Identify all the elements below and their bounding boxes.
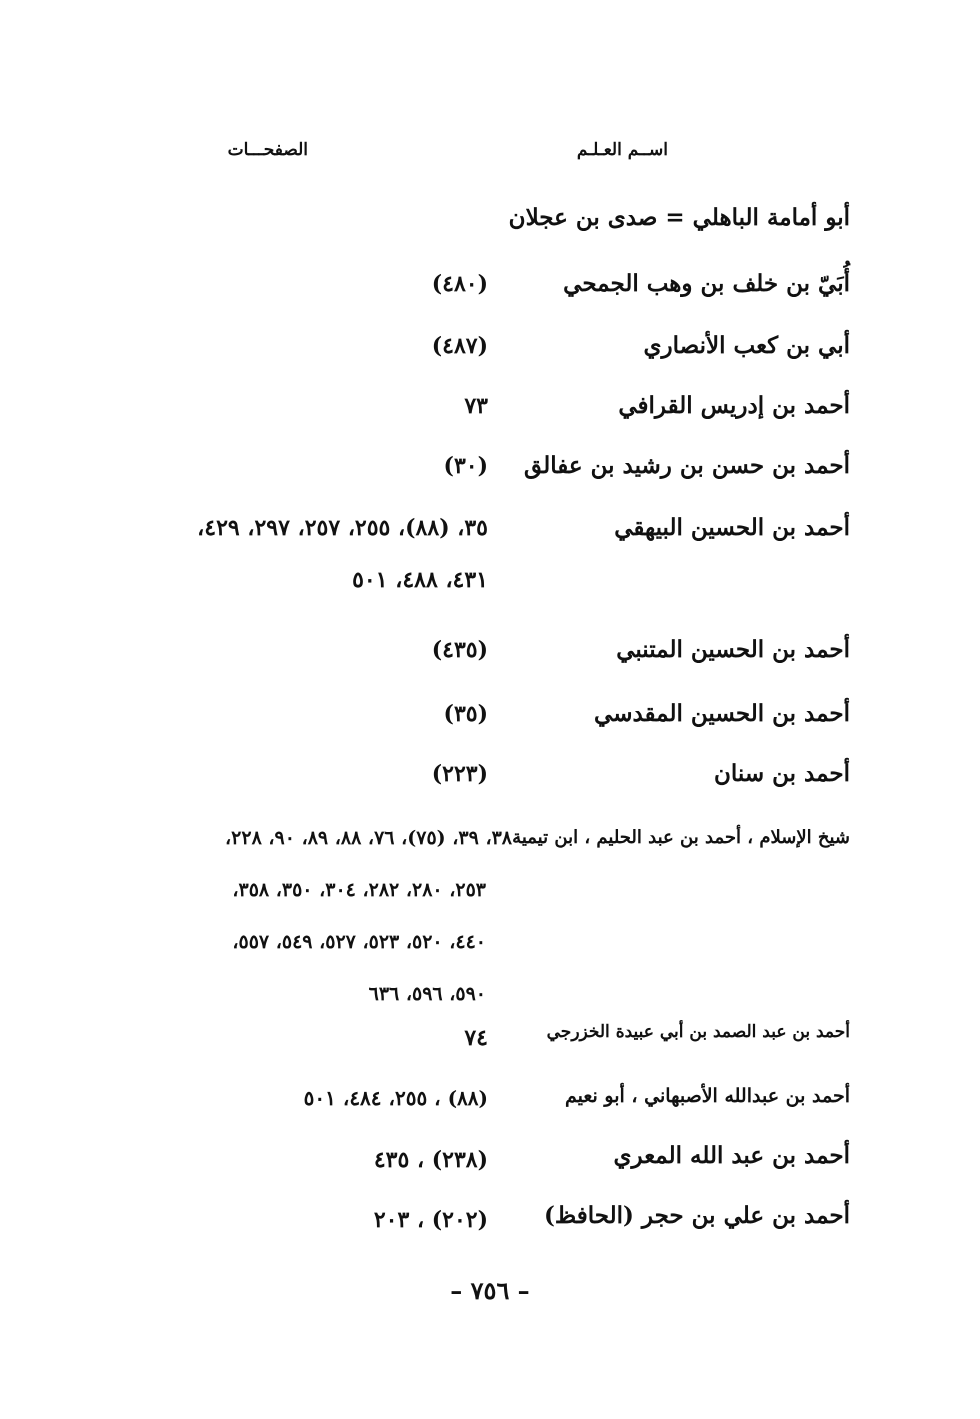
- entry-name: أحمد بن الحسين المقدسي: [594, 700, 850, 727]
- entry-pages: [432, 630, 488, 682]
- entry-pages: [444, 446, 488, 498]
- entry-pages: [432, 326, 488, 378]
- entry-pages-line: (٢٠٢) ، ٢٠٣: [373, 1207, 488, 1233]
- entry-pages-line: ٣٥، (٨٨)، ٢٥٥، ٢٥٧، ٢٩٧، ٤٢٩،: [197, 515, 488, 541]
- entry-pages: [464, 1018, 488, 1070]
- entry-pages-line: ٥٩٠، ٥٩٦، ٦٣٦: [368, 983, 486, 1005]
- entry-pages: [432, 754, 488, 806]
- entry-name: أحمد بن إدريس القرافي: [618, 392, 850, 419]
- entry-pages-line: ٣٨، ٣٩، (٧٥)، ٧٦، ٨٨، ٨٩، ٩٠، ٢٢٨،: [225, 827, 512, 849]
- page-number: – ٧٥٦ –: [450, 1276, 530, 1305]
- entry-name: أبي بن كعب الأنصاري: [643, 332, 850, 359]
- entry-name: أحمد بن عبد الله المعري: [613, 1142, 850, 1169]
- entry-name: أحمد بن عبدالله الأصبهاني ، أبو نعيم: [564, 1085, 850, 1107]
- entry-pages: [304, 1078, 488, 1130]
- entry-pages: [225, 818, 512, 1026]
- entry-pages-line: (٣٥): [443, 701, 488, 727]
- entry-pages-line: (٤٨٠): [431, 271, 488, 297]
- entry-pages-line: (٢٢٣): [431, 761, 488, 787]
- entry-name: أبو أمامة الباهلي = صدى بن عجلان: [508, 204, 850, 231]
- entry-name: أحمد بن الحسين المتنبي: [616, 636, 850, 663]
- entry-pages: [374, 1140, 488, 1192]
- entry-pages: [374, 1200, 488, 1252]
- entry-pages-line: ٧٤: [464, 1025, 488, 1051]
- entry-pages-line: (٣٠): [443, 453, 488, 479]
- entry-pages-line: ٤٤٠، ٥٢٠، ٥٢٣، ٥٢٧، ٥٤٩، ٥٥٧،: [232, 931, 486, 953]
- entry-name: أحمد بن عبد الصمد بن أبي عبيدة الخزرجي: [546, 1022, 850, 1042]
- entry-pages-line: (٨٨) ، ٢٥٥، ٤٨٤، ٥٠١: [303, 1086, 488, 1110]
- entry-pages: [444, 694, 488, 746]
- entry-pages: [432, 264, 488, 316]
- entry-pages: [464, 386, 488, 438]
- entry-name: أُبَيّ بن خلف بن وهب الجمحي: [563, 270, 850, 297]
- entry-name: شيخ الإسلام ، أحمد بن عبد الحليم ، ابن تيمية: [512, 827, 850, 848]
- entry-pages-line: (٤٣٥): [431, 637, 488, 663]
- entry-pages-line: (٤٨٧): [431, 333, 488, 359]
- entry-pages-line: ٢٥٣، ٢٨٠، ٢٨٢، ٣٠٤، ٣٥٠، ٣٥٨،: [232, 879, 486, 901]
- entry-pages-line: (٢٣٨) ، ٤٣٥: [373, 1147, 488, 1173]
- column-header-name: اســم العـلـم: [576, 140, 668, 160]
- entry-name: أحمد بن علي بن حجر (الحافظ): [544, 1202, 850, 1229]
- entry-name: أحمد بن حسن بن رشيد بن عفالق: [524, 452, 850, 479]
- entry-pages-line: ٧٣: [464, 393, 488, 419]
- entry-pages: [197, 508, 488, 612]
- column-header-pages: الصفحـــات: [227, 140, 308, 160]
- entry-pages-line: ٤٣١، ٤٨٨، ٥٠١: [352, 567, 488, 593]
- entry-name: أحمد بن سنان: [713, 760, 850, 787]
- entry-name: أحمد بن الحسين البيهقي: [614, 514, 850, 541]
